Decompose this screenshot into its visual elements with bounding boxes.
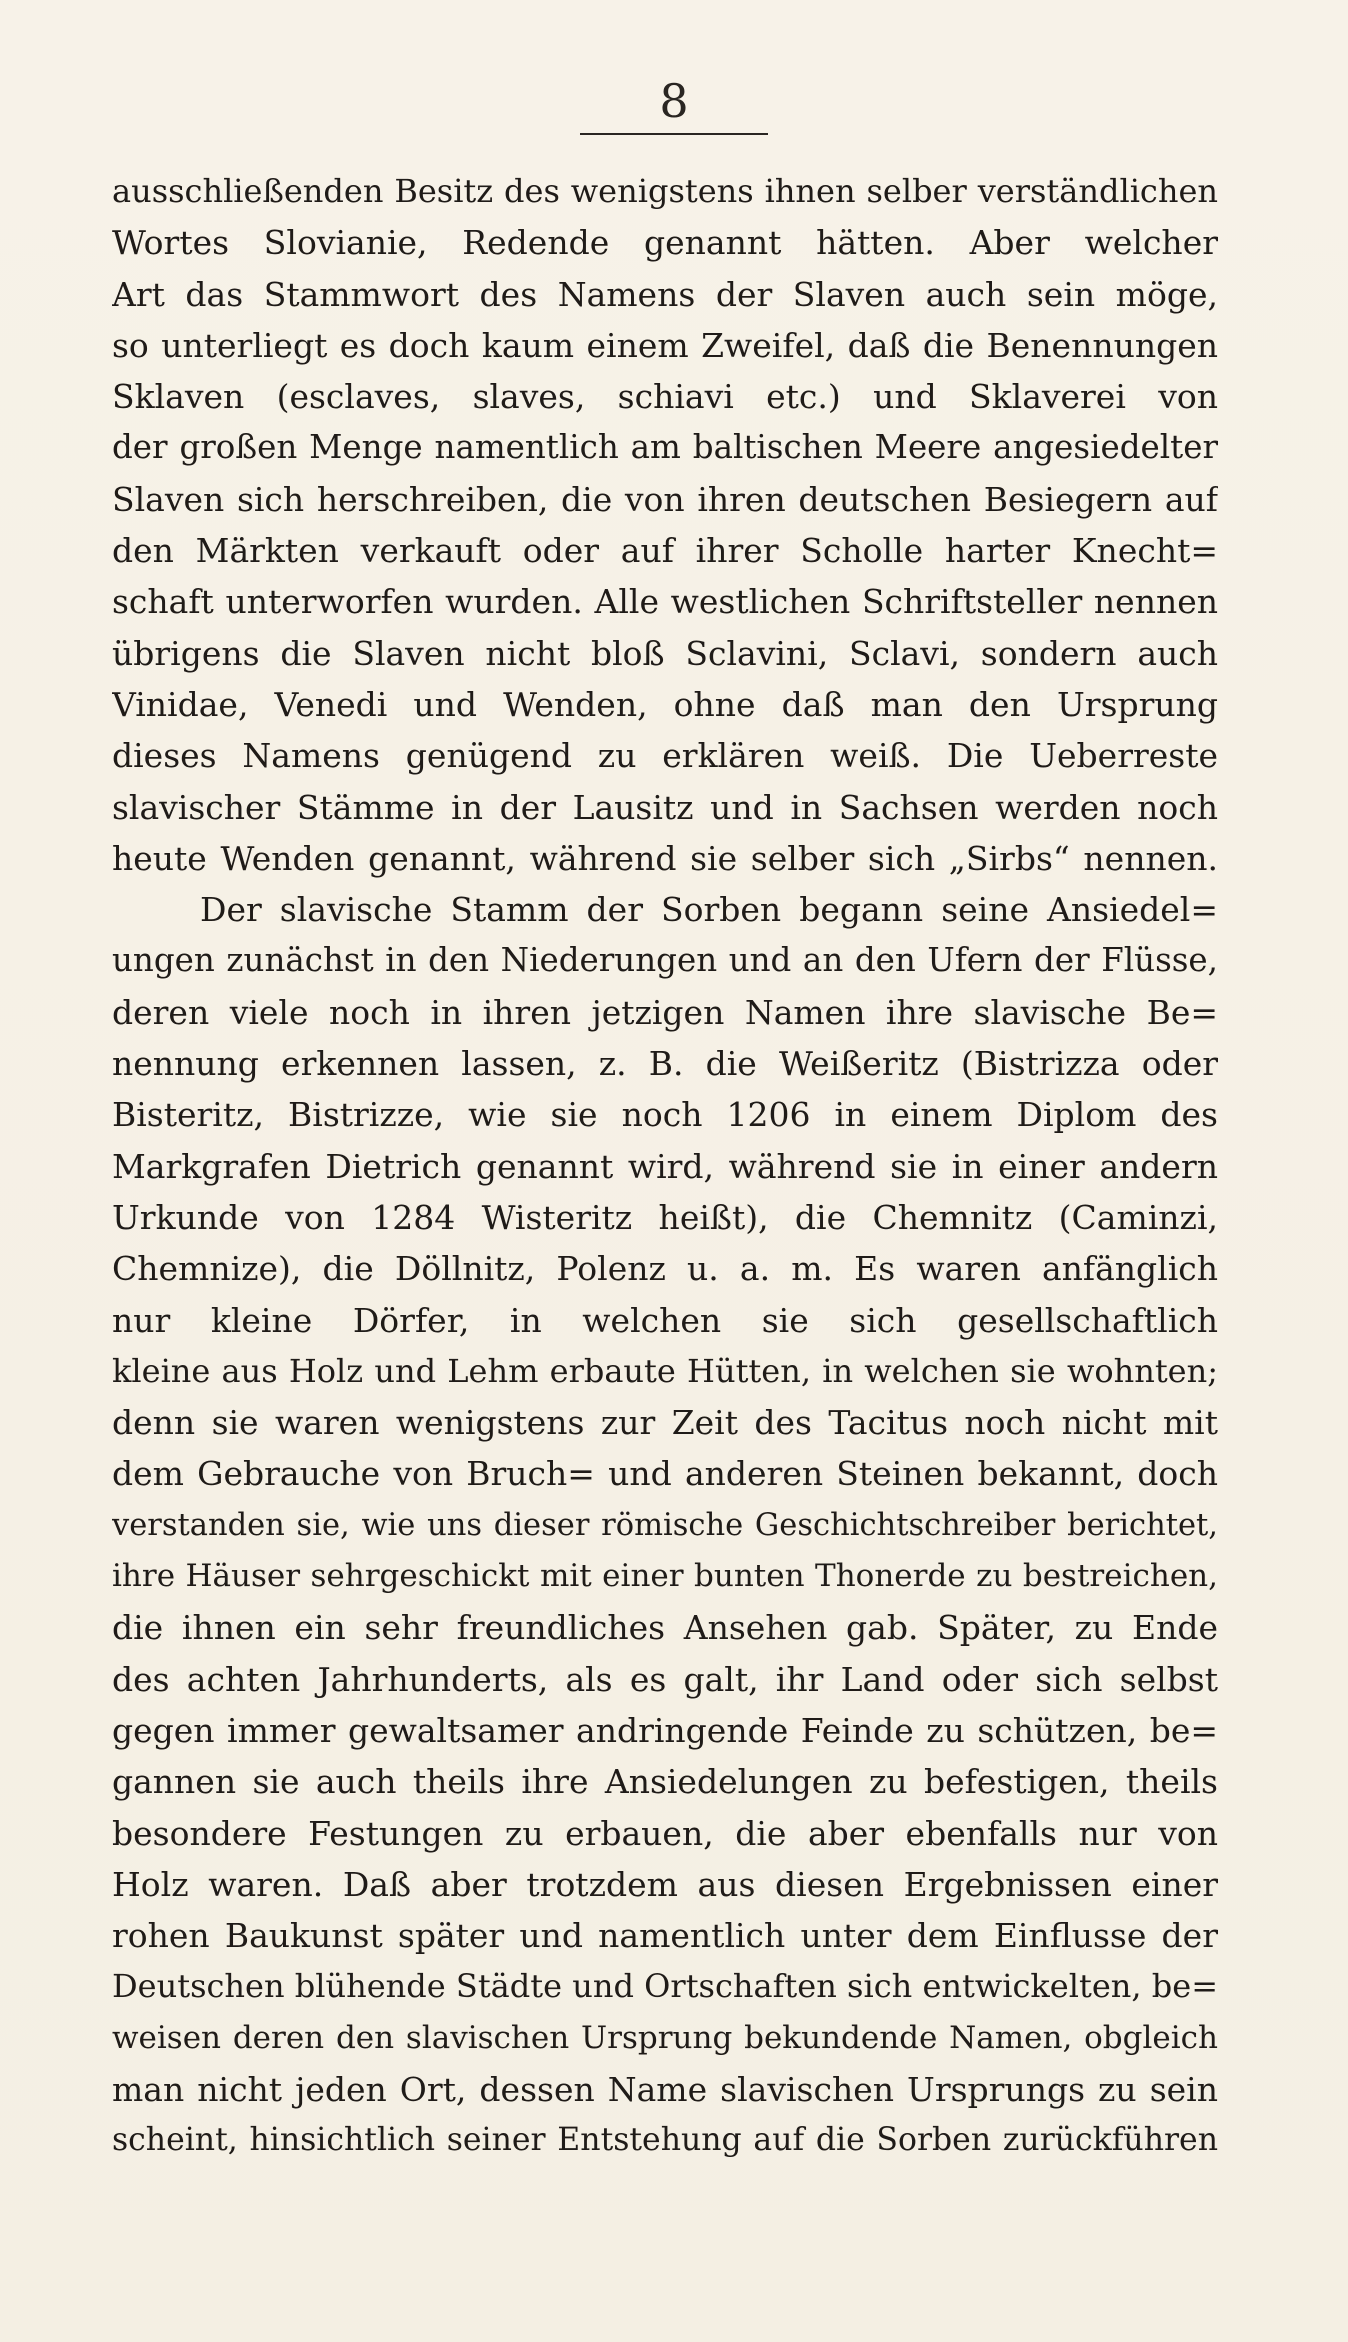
text-line: man nicht jeden Ort, dessen Name slavischen Ursprungs zu sein [112, 2069, 1218, 2109]
text-line: Bisteritz, Bistrizze, wie sie noch 1206 in einem Diplom des [112, 1095, 1218, 1135]
text-line: nur kleine Dörfer, in welchen sie sich gesellschaftlich [112, 1300, 1218, 1340]
text-line: Markgrafen Dietrich genannt wird, während sie in einer andern [112, 1146, 1218, 1186]
text-line: gannen sie auch theils ihre Ansiedelungen zu befestigen, theils [112, 1762, 1218, 1802]
text-line: verstanden sie, wie uns dieser römische Geschichtschreiber berichtet, [112, 1507, 1218, 1543]
text-line: kleine aus Holz und Lehm erbaute Hütten, in welchen sie wohnten; [112, 1351, 1218, 1390]
text-line: deren viele noch in ihren jetzigen Namen ihre slavische Be= [112, 992, 1218, 1032]
page-number: 8 [659, 74, 689, 128]
text-line: gegen immer gewaltsamer andringende Feinde zu schützen, be= [112, 1710, 1218, 1750]
text-line: slavischer Stämme in der Lausitz und in Sachsen werden noch [112, 787, 1218, 827]
text-line: scheint, hinsichtlich seiner Entstehung auf die Sorben zurückführen [112, 2122, 1218, 2159]
text-line: Urkunde von 1284 Wisteritz heißt), die Chemnitz (Caminzi, [112, 1197, 1218, 1237]
text-line: denn sie waren wenigstens zur Zeit des Tacitus noch nicht mit [112, 1403, 1218, 1443]
text-line: dieses Namens genügend zu erklären weiß. Die Ueberreste [112, 736, 1218, 776]
text-line: Holz waren. Daß aber trotzdem aus diesen Ergebnissen einer [112, 1864, 1218, 1904]
text-line: Slaven sich herschreiben, die von ihren deutschen Besiegern auf [112, 479, 1218, 519]
text-line: übrigens die Slaven nicht bloß Sclavini, Sclavi, sondern auch [112, 633, 1218, 673]
text-line: rohen Baukunst später und namentlich unter dem Einflusse der [112, 1916, 1218, 1956]
text-line: die ihnen ein sehr freundliches Ansehen gab. Später, zu Ende [112, 1608, 1218, 1648]
text-line: Wortes Slovianie, Redende genannt hätten. Aber welcher [112, 223, 1218, 263]
text-line: ausschließenden Besitz des wenigstens ihnen selber verständlichen [112, 172, 1218, 210]
text-line: so unterliegt es doch kaum einem Zweifel, daß die Benennungen [112, 325, 1218, 365]
text-line: Chemnize), die Döllnitz, Polenz u. a. m. Es waren anfänglich [112, 1249, 1218, 1289]
text-line: Vinidae, Venedi und Wenden, ohne daß man den Ursprung [112, 684, 1218, 724]
text-line: besondere Festungen zu erbauen, die aber ebenfalls nur von [112, 1813, 1218, 1853]
text-line: ihre Häuser sehrgeschickt mit einer bunten Thonerde zu bestreichen, [112, 1558, 1218, 1595]
text-line: heute Wenden genannt, während sie selber sich „Sirbs“ nennen. [112, 838, 1218, 878]
text-line: Sklaven (esclaves, slaves, schiavi etc.) und Sklaverei von [112, 377, 1218, 417]
text-line: Deutschen blühende Städte und Ortschaften sich entwickelten, be= [112, 1967, 1218, 2006]
text-line: den Märkten verkauft oder auf ihrer Scholle harter Knecht= [112, 531, 1218, 571]
text-line: ungen zunächst in den Niederungen und an den Ufern der Flüsse, [112, 941, 1218, 980]
text-line: Art das Stammwort des Namens der Slaven auch sein möge, [112, 274, 1218, 314]
paragraph-start-line: Der slavische Stamm der Sorben begann seine Ansiedel= [200, 890, 1218, 930]
text-line: weisen deren den slavischen Ursprung bekundende Namen, obgleich [112, 2019, 1218, 2056]
text-line: der großen Menge namentlich am baltischen Meere angesiedelter [112, 428, 1218, 467]
text-line: schaft unterworfen wurden. Alle westlichen Schriftsteller nennen [112, 582, 1218, 622]
body-text [112, 166, 1218, 2167]
text-line: des achten Jahrhunderts, als es galt, ihr Land oder sich selbst [112, 1659, 1218, 1699]
header-rule [580, 133, 768, 135]
text-line: dem Gebrauche von Bruch= und anderen Steinen bekannt, doch [112, 1454, 1218, 1494]
text-line: nennung erkennen lassen, z. B. die Weißeritz (Bistrizza oder [112, 1044, 1218, 1084]
